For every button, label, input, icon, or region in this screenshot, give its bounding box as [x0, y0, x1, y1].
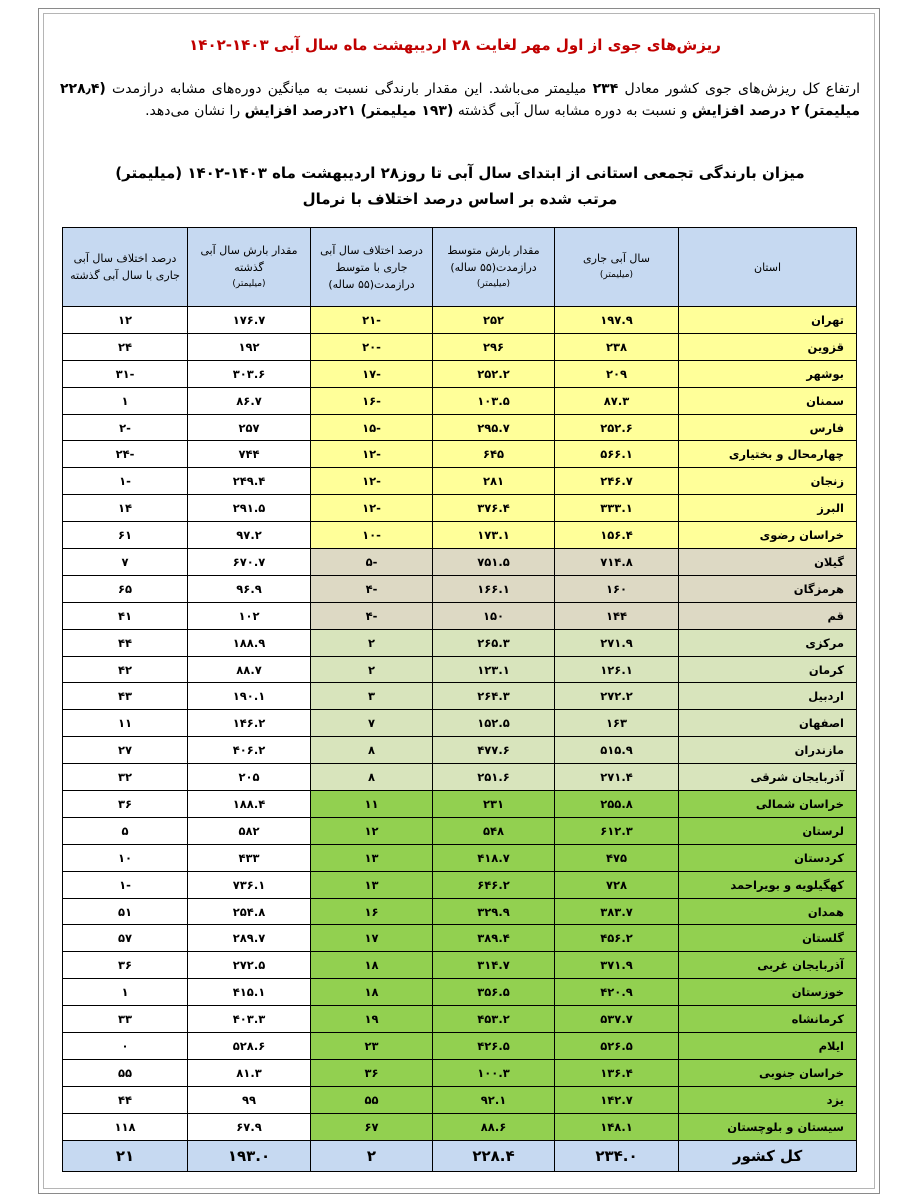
- table-row: [63, 791, 857, 818]
- summary-normal: (۲۲۸٫۴ میلیمتر): [60, 81, 860, 119]
- cell-current: ۲۴۶.۷: [555, 468, 679, 495]
- cell-diff-last: ۰: [63, 1033, 188, 1060]
- cell-current: ۷۱۴.۸: [555, 549, 679, 576]
- cell-diff-last: ۴۱: [63, 602, 188, 629]
- cell-current: ۷۲۸: [555, 871, 679, 898]
- cell-province: آذربایجان شرقی: [679, 764, 857, 791]
- cell-diff-last: -۲۴: [63, 441, 188, 468]
- cell-diff-last: ۳۶: [63, 791, 188, 818]
- cell-diff-normal: ۲: [311, 656, 433, 683]
- cell-normal: ۱۵۲.۵: [433, 710, 555, 737]
- cell-diff-last: ۵: [63, 817, 188, 844]
- cell-current: ۲۵۵.۸: [555, 791, 679, 818]
- cell-last-year: ۵۸۲: [188, 817, 311, 844]
- cell-last-year: ۴۰۶.۲: [188, 737, 311, 764]
- cell-diff-normal: ۱۱: [311, 791, 433, 818]
- cell-last-year: ۲۵۴.۸: [188, 898, 311, 925]
- table-row: [63, 656, 857, 683]
- table-row: [63, 468, 857, 495]
- cell-diff-last: -۱: [63, 468, 188, 495]
- cell-normal: ۸۸.۶: [433, 1113, 555, 1140]
- table-row: [63, 979, 857, 1006]
- summary-increase-normal: ۲ درصد افزایش: [691, 103, 800, 119]
- cell-normal: ۲۵۲: [433, 307, 555, 334]
- table-row: [63, 710, 857, 737]
- cell-province: خوزستان: [679, 979, 857, 1006]
- cell-normal: ۹۲.۱: [433, 1086, 555, 1113]
- cell-normal: ۴۱۸.۷: [433, 844, 555, 871]
- cell-current: ۸۷.۳: [555, 387, 679, 414]
- cell-province: گیلان: [679, 549, 857, 576]
- cell-normal: ۷۵۱.۵: [433, 549, 555, 576]
- cell-province: ایلام: [679, 1033, 857, 1060]
- cell-last-year: ۱۰۲: [188, 602, 311, 629]
- cell-normal: ۳۲۹.۹: [433, 898, 555, 925]
- cell-current: ۲۷۱.۴: [555, 764, 679, 791]
- cell-diff-normal: ۱۶: [311, 898, 433, 925]
- cell-province: همدان: [679, 898, 857, 925]
- table-row: [63, 952, 857, 979]
- table-row: [63, 602, 857, 629]
- cell-diff-normal: ۱۳: [311, 871, 433, 898]
- cell-normal: ۶۴۶.۲: [433, 871, 555, 898]
- cell-last-year: ۴۳۳: [188, 844, 311, 871]
- cell-current: ۱۶۳: [555, 710, 679, 737]
- cell-province: یزد: [679, 1086, 857, 1113]
- total-current: ۲۳۴.۰: [555, 1140, 679, 1171]
- cell-province: خراسان رضوی: [679, 522, 857, 549]
- cell-diff-last: ۷: [63, 549, 188, 576]
- cell-province: کرمانشاه: [679, 1006, 857, 1033]
- cell-diff-normal: ۲۳: [311, 1033, 433, 1060]
- cell-last-year: ۶۷.۹: [188, 1113, 311, 1140]
- summary-text-1: ارتفاع کل ریزش‌های جوی کشور معادل: [624, 81, 861, 97]
- cell-diff-last: ۴۴: [63, 629, 188, 656]
- summary-text-6: را نشان می‌دهد.: [145, 103, 241, 119]
- cell-last-year: ۸۸.۷: [188, 656, 311, 683]
- cell-diff-last: ۴۳: [63, 683, 188, 710]
- cell-normal: ۱۵۰: [433, 602, 555, 629]
- cell-normal: ۳۱۴.۷: [433, 952, 555, 979]
- cell-current: ۲۳۸: [555, 333, 679, 360]
- summary-text-4: و نسبت به دوره مشابه سال آبی گذشته: [457, 103, 688, 119]
- cell-last-year: ۴۰۳.۳: [188, 1006, 311, 1033]
- total-last-year: ۱۹۳.۰: [188, 1140, 311, 1171]
- cell-current: ۳۳۳.۱: [555, 495, 679, 522]
- cell-current: ۵۳۷.۷: [555, 1006, 679, 1033]
- cell-current: ۶۱۲.۳: [555, 817, 679, 844]
- cell-province: سمنان: [679, 387, 857, 414]
- cell-current: ۲۷۱.۹: [555, 629, 679, 656]
- cell-diff-last: ۳۲: [63, 764, 188, 791]
- cell-normal: ۲۹۵.۷: [433, 414, 555, 441]
- cell-diff-last: ۶۵: [63, 575, 188, 602]
- cell-last-year: ۲۴۹.۴: [188, 468, 311, 495]
- header-last-year-unit: (میلیمتر): [232, 278, 266, 289]
- cell-last-year: ۲۰۵: [188, 764, 311, 791]
- cell-current: ۲۰۹: [555, 360, 679, 387]
- cell-normal: ۱۷۳.۱: [433, 522, 555, 549]
- cell-diff-normal: ۶۷: [311, 1113, 433, 1140]
- cell-last-year: ۷۴۴: [188, 441, 311, 468]
- cell-diff-normal: ۱۲: [311, 817, 433, 844]
- cell-province: زنجان: [679, 468, 857, 495]
- cell-last-year: ۱۹۰.۱: [188, 683, 311, 710]
- cell-diff-last: ۵۵: [63, 1059, 188, 1086]
- header-current: [555, 228, 679, 307]
- header-current-unit: (میلیمتر): [599, 270, 634, 280]
- cell-diff-last: ۴۴: [63, 1086, 188, 1113]
- cell-diff-last: ۵۷: [63, 925, 188, 952]
- table-row: [63, 495, 857, 522]
- cell-diff-normal: -۱۶: [311, 387, 433, 414]
- cell-normal: ۳۷۶.۴: [433, 495, 555, 522]
- cell-diff-normal: ۱۹: [311, 1006, 433, 1033]
- cell-province: مرکزی: [679, 629, 857, 656]
- cell-normal: ۲۶۵.۳: [433, 629, 555, 656]
- cell-diff-normal: -۱۲: [311, 441, 433, 468]
- cell-current: ۵۲۶.۵: [555, 1033, 679, 1060]
- cell-province: کرمان: [679, 656, 857, 683]
- table-row: [63, 1033, 857, 1060]
- cell-last-year: ۶۷۰.۷: [188, 549, 311, 576]
- table-row: [63, 683, 857, 710]
- cell-last-year: ۱۷۶.۷: [188, 307, 311, 334]
- cell-current: ۱۴۸.۱: [555, 1113, 679, 1140]
- cell-diff-last: ۳۶: [63, 952, 188, 979]
- cell-normal: ۳۵۶.۵: [433, 979, 555, 1006]
- cell-normal: ۴۲۶.۵: [433, 1033, 555, 1060]
- cell-province: تهران: [679, 307, 857, 334]
- cell-normal: ۲۳۱: [433, 791, 555, 818]
- table-row: [63, 871, 857, 898]
- table-row: [63, 1113, 857, 1140]
- cell-normal: ۲۵۲.۲: [433, 360, 555, 387]
- table-row: [63, 360, 857, 387]
- header-normal-label: مقدار بارش متوسط درازمدت(۵۵ ساله): [447, 243, 540, 274]
- table-title-line-1: میزان بارندگی تجمعی استانی از ابتدای سال آبی تا روز۲۸ اردیبهشت ماه ۱۴۰۳-۱۴۰۲ (میلیمتر): [115, 164, 805, 182]
- cell-normal: ۴۷۷.۶: [433, 737, 555, 764]
- cell-diff-last: -۲: [63, 414, 188, 441]
- cell-current: ۴۵۶.۲: [555, 925, 679, 952]
- cell-last-year: ۹۷.۲: [188, 522, 311, 549]
- cell-last-year: ۳۰۳.۶: [188, 360, 311, 387]
- total-diff-normal: ۲: [311, 1140, 433, 1171]
- cell-diff-last: ۱: [63, 979, 188, 1006]
- cell-last-year: ۷۳۶.۱: [188, 871, 311, 898]
- cell-diff-normal: ۱۳: [311, 844, 433, 871]
- cell-current: ۴۲۰.۹: [555, 979, 679, 1006]
- cell-diff-last: ۱: [63, 387, 188, 414]
- cell-current: ۱۵۶.۴: [555, 522, 679, 549]
- cell-current: ۳۸۳.۷: [555, 898, 679, 925]
- cell-diff-last: ۱۴: [63, 495, 188, 522]
- summary-text-2: میلیمتر می‌باشد. این مقدار بارندگی نسبت به میانگین دوره‌های مشابه درازمدت: [112, 81, 587, 97]
- cell-last-year: ۹۹: [188, 1086, 311, 1113]
- cell-normal: ۱۰۳.۵: [433, 387, 555, 414]
- cell-current: ۱۴۲.۷: [555, 1086, 679, 1113]
- cell-normal: ۱۰۰.۳: [433, 1059, 555, 1086]
- cell-last-year: ۹۶.۹: [188, 575, 311, 602]
- cell-diff-normal: -۴: [311, 602, 433, 629]
- summary-paragraph: [60, 78, 860, 122]
- cell-diff-last: ۲۴: [63, 333, 188, 360]
- cell-diff-normal: -۱۲: [311, 495, 433, 522]
- cell-current: ۱۳۶.۴: [555, 1059, 679, 1086]
- table-row: [63, 737, 857, 764]
- table-row: [63, 629, 857, 656]
- cell-current: ۲۷۲.۲: [555, 683, 679, 710]
- cell-last-year: ۸۱.۳: [188, 1059, 311, 1086]
- cell-diff-normal: -۲۰: [311, 333, 433, 360]
- cell-last-year: ۲۵۷: [188, 414, 311, 441]
- cell-last-year: ۱۴۶.۲: [188, 710, 311, 737]
- cell-normal: ۳۸۹.۴: [433, 925, 555, 952]
- cell-diff-last: ۱۲: [63, 307, 188, 334]
- cell-diff-normal: -۱۰: [311, 522, 433, 549]
- cell-diff-normal: ۲: [311, 629, 433, 656]
- cell-last-year: ۱۸۸.۹: [188, 629, 311, 656]
- cell-current: ۱۲۶.۱: [555, 656, 679, 683]
- header-last-year-label: مقدار بارش سال آبی گذشته: [200, 243, 298, 274]
- total-normal: ۲۲۸.۴: [433, 1140, 555, 1171]
- cell-last-year: ۱۹۲: [188, 333, 311, 360]
- cell-province: کهگیلویه و بویراحمد: [679, 871, 857, 898]
- cell-last-year: ۲۹۱.۵: [188, 495, 311, 522]
- table-title-line-2: مرتب شده بر اساس درصد اختلاف با نرمال: [302, 190, 618, 208]
- cell-last-year: ۸۶.۷: [188, 387, 311, 414]
- cell-diff-normal: -۲۱: [311, 307, 433, 334]
- cell-province: قزوین: [679, 333, 857, 360]
- table-row: [63, 387, 857, 414]
- cell-current: ۱۹۷.۹: [555, 307, 679, 334]
- cell-normal: ۵۴۸: [433, 817, 555, 844]
- cell-diff-last: ۱۰: [63, 844, 188, 871]
- table-row: [63, 1006, 857, 1033]
- cell-diff-normal: ۳: [311, 683, 433, 710]
- cell-province: سیستان و بلوچستان: [679, 1113, 857, 1140]
- cell-current: ۱۶۰: [555, 575, 679, 602]
- cell-province: بوشهر: [679, 360, 857, 387]
- cell-diff-last: ۴۲: [63, 656, 188, 683]
- header-province: استان: [679, 228, 857, 307]
- cell-province: البرز: [679, 495, 857, 522]
- cell-normal: ۲۶۴.۳: [433, 683, 555, 710]
- cell-last-year: ۱۸۸.۴: [188, 791, 311, 818]
- table-title: [60, 160, 860, 212]
- summary-total: ۲۳۴: [592, 81, 619, 97]
- table-row: [63, 1086, 857, 1113]
- table-row: [63, 898, 857, 925]
- table-row: [63, 414, 857, 441]
- cell-diff-normal: ۳۶: [311, 1059, 433, 1086]
- cell-current: ۵۶۶.۱: [555, 441, 679, 468]
- table-row: [63, 925, 857, 952]
- header-diff-normal: درصد اختلاف سال آبی جاری با متوسط درازمدت(۵۵ ساله): [311, 228, 433, 307]
- cell-diff-normal: ۷: [311, 710, 433, 737]
- cell-diff-last: ۱۱۸: [63, 1113, 188, 1140]
- cell-diff-normal: ۱۸: [311, 952, 433, 979]
- cell-normal: ۲۸۱: [433, 468, 555, 495]
- cell-diff-normal: -۱۷: [311, 360, 433, 387]
- header-diff-last: درصد اختلاف سال آبی جاری با سال آبی گذشته: [63, 228, 188, 307]
- cell-province: هرمزگان: [679, 575, 857, 602]
- cell-last-year: ۴۱۵.۱: [188, 979, 311, 1006]
- cell-normal: ۶۴۵: [433, 441, 555, 468]
- total-row: [63, 1140, 857, 1171]
- cell-province: کردستان: [679, 844, 857, 871]
- cell-normal: ۴۵۳.۲: [433, 1006, 555, 1033]
- summary-last-year: (۱۹۳ میلیمتر): [360, 103, 454, 119]
- table-row: [63, 764, 857, 791]
- cell-current: ۲۵۲.۶: [555, 414, 679, 441]
- cell-province: فارس: [679, 414, 857, 441]
- cell-diff-normal: -۱۲: [311, 468, 433, 495]
- table-header-row: [63, 228, 857, 307]
- table-row: [63, 333, 857, 360]
- cell-diff-normal: ۸: [311, 737, 433, 764]
- table-row: [63, 549, 857, 576]
- table-row: [63, 307, 857, 334]
- cell-diff-normal: -۵: [311, 549, 433, 576]
- table-row: [63, 817, 857, 844]
- cell-province: مازندران: [679, 737, 857, 764]
- cell-province: خراسان شمالی: [679, 791, 857, 818]
- cell-province: گلستان: [679, 925, 857, 952]
- cell-normal: ۲۵۱.۶: [433, 764, 555, 791]
- table-row: [63, 575, 857, 602]
- document-title: ریزش‌های جوی از اول مهر لغایت ۲۸ اردیبهشت ماه سال آبی ۱۴۰۳-۱۴۰۲: [189, 36, 721, 54]
- table-body: [63, 307, 857, 1141]
- table-row: [63, 441, 857, 468]
- header-current-label: سال آبی جاری: [583, 252, 650, 265]
- total-diff-last: ۲۱: [63, 1140, 188, 1171]
- cell-province: لرستان: [679, 817, 857, 844]
- cell-current: ۵۱۵.۹: [555, 737, 679, 764]
- cell-normal: ۱۶۶.۱: [433, 575, 555, 602]
- cell-diff-last: ۵۱: [63, 898, 188, 925]
- cell-diff-normal: -۱۵: [311, 414, 433, 441]
- cell-normal: ۲۹۶: [433, 333, 555, 360]
- cell-province: آذربایجان غربی: [679, 952, 857, 979]
- cell-diff-last: ۳۳: [63, 1006, 188, 1033]
- header-last-year: [188, 228, 311, 307]
- header-normal: [433, 228, 555, 307]
- cell-province: اردبیل: [679, 683, 857, 710]
- cell-diff-last: ۲۷: [63, 737, 188, 764]
- header-normal-unit: (میلیمتر): [476, 278, 511, 289]
- cell-diff-normal: ۸: [311, 764, 433, 791]
- cell-diff-normal: ۱۷: [311, 925, 433, 952]
- cell-diff-normal: ۱۸: [311, 979, 433, 1006]
- cell-last-year: ۲۷۲.۵: [188, 952, 311, 979]
- cell-diff-normal: -۴: [311, 575, 433, 602]
- table-row: [63, 522, 857, 549]
- cell-province: قم: [679, 602, 857, 629]
- cell-diff-normal: ۵۵: [311, 1086, 433, 1113]
- cell-current: ۳۷۱.۹: [555, 952, 679, 979]
- table-row: [63, 1059, 857, 1086]
- total-province: کل کشور: [679, 1140, 857, 1171]
- cell-province: چهارمحال و بختیاری: [679, 441, 857, 468]
- cell-diff-last: ۱۱: [63, 710, 188, 737]
- cell-province: خراسان جنوبی: [679, 1059, 857, 1086]
- cell-current: ۱۴۴: [555, 602, 679, 629]
- cell-current: ۴۷۵: [555, 844, 679, 871]
- cell-last-year: ۲۸۹.۷: [188, 925, 311, 952]
- cell-province: اصفهان: [679, 710, 857, 737]
- cell-diff-last: -۱: [63, 871, 188, 898]
- rainfall-table: [62, 227, 857, 1172]
- cell-last-year: ۵۲۸.۶: [188, 1033, 311, 1060]
- table-row: [63, 844, 857, 871]
- cell-diff-last: -۳۱: [63, 360, 188, 387]
- cell-normal: ۱۲۳.۱: [433, 656, 555, 683]
- cell-diff-last: ۶۱: [63, 522, 188, 549]
- summary-increase-last: ۲۱درصد افزایش: [244, 103, 356, 119]
